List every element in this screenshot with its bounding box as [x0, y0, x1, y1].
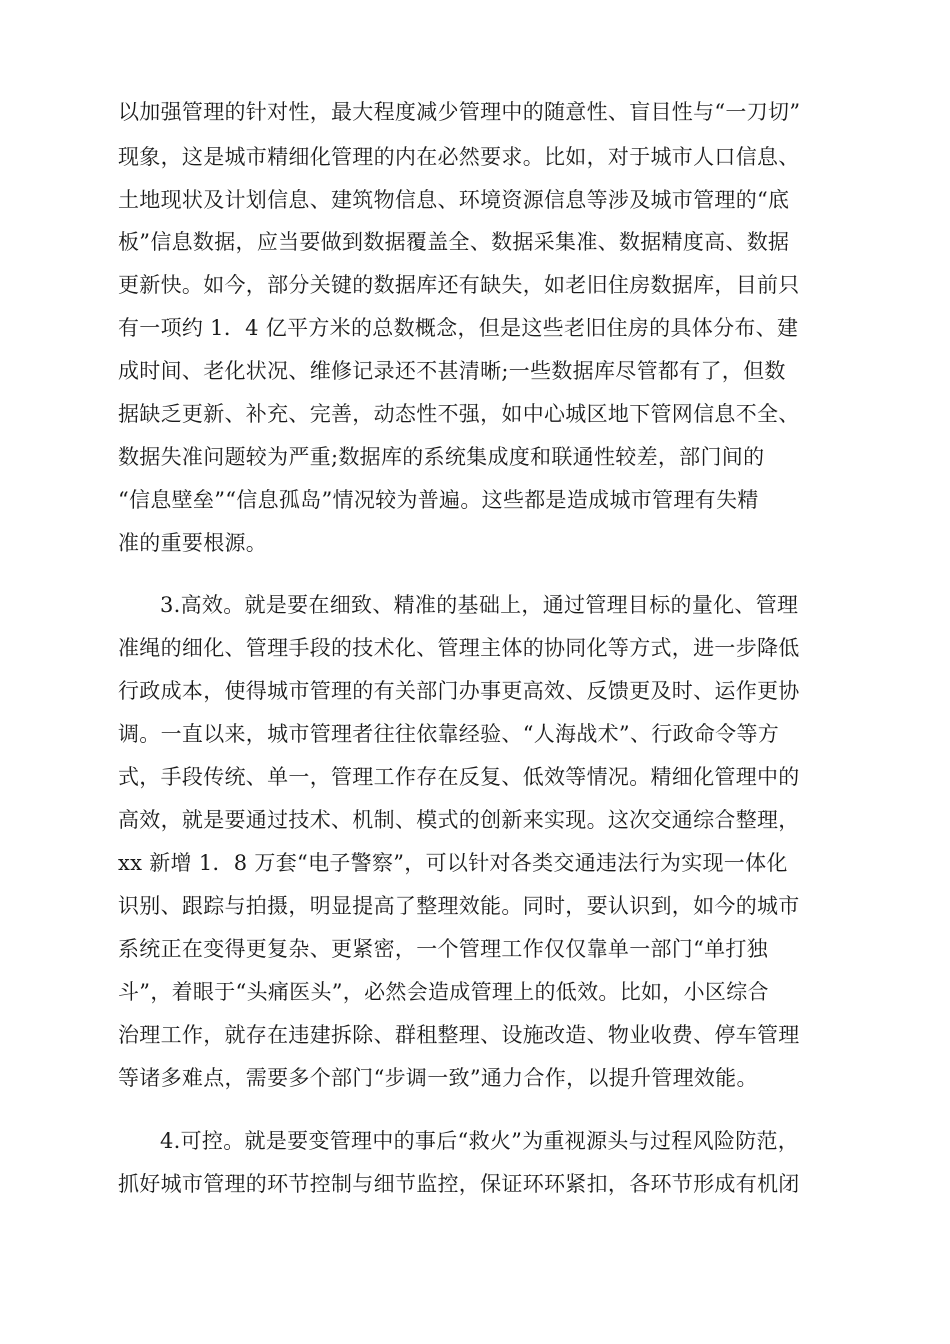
paragraph-2-line-4: 调。一直以来，城市管理者往往依靠经验、“人海战术”、行政命令等方 — [118, 722, 780, 746]
paragraph-1-line-6: 有一项约 1．4 亿平方米的总数概念，但是这些老旧住房的具体分布、建 — [118, 316, 799, 340]
paragraph-1-line-8: 据缺乏更新、补充、完善，动态性不强，如中心城区地下管网信息不全、 — [118, 402, 800, 426]
paragraph-2-line-3: 行政成本，使得城市管理的有关部门办事更高效、反馈更及时、运作更协 — [118, 679, 800, 703]
paragraph-2-line-12: 等诸多难点，需要多个部门“步调一致”通力合作，以提升管理效能。 — [118, 1066, 758, 1090]
paragraph-1-line-7: 成时间、老化状况、维修记录还不甚清晰;一些数据库尽管都有了，但数 — [118, 359, 786, 383]
paragraph-1-line-1: 以加强管理的针对性，最大程度减少管理中的随意性、盲目性与“一刀切” — [118, 100, 801, 124]
paragraph-2-line-5: 式，手段传统、单一，管理工作存在反复、低效等情况。精细化管理中的 — [118, 765, 800, 789]
paragraph-1-line-10: “信息壁垒”“信息孤岛”情况较为普遍。这些都是造成城市管理有失精 — [118, 488, 759, 512]
paragraph-2-line-8: 识别、跟踪与拍摄，明显提高了整理效能。同时，要认识到，如今的城市 — [118, 894, 800, 918]
paragraph-2-line-9: 系统正在变得更复杂、更紧密，一个管理工作仅仅靠单一部门“单打独 — [118, 937, 769, 961]
paragraph-2-line-1: 3.高效。就是要在细致、精准的基础上，通过管理目标的量化、管理 — [160, 593, 799, 617]
paragraph-2-line-10: 斗”，着眼于“头痛医头”，必然会造成管理上的低效。比如，小区综合 — [118, 980, 769, 1004]
paragraph-1-line-5: 更新快。如今，部分关键的数据库还有缺失，如老旧住房数据库，目前只 — [118, 273, 800, 297]
paragraph-2-line-11: 治理工作，就存在违建拆除、群租整理、设施改造、物业收费、停车管理 — [118, 1023, 800, 1047]
paragraph-1-line-9: 数据失准问题较为严重;数据库的系统集成度和联通性较差，部门间的 — [118, 445, 765, 469]
paragraph-1-line-4: 板”信息数据，应当要做到数据覆盖全、数据采集准、数据精度高、数据 — [118, 230, 790, 254]
paragraph-1-line-3: 土地现状及计划信息、建筑物信息、环境资源信息等涉及城市管理的“底 — [118, 188, 790, 212]
paragraph-1-line-11: 准的重要根源。 — [118, 531, 268, 555]
paragraph-2-line-6: 高效，就是要通过技术、机制、模式的创新来实现。这次交通综合整理， — [118, 808, 800, 832]
paragraph-2-line-2: 准绳的细化、管理手段的技术化、管理主体的协同化等方式，进一步降低 — [118, 636, 800, 660]
paragraph-2-line-7: xx 新增 1．8 万套“电子警察”，可以针对各类交通违法行为实现一体化 — [118, 851, 788, 875]
paragraph-3-line-2: 抓好城市管理的环节控制与细节监控，保证环环紧扣，各环节形成有机闭 — [118, 1172, 800, 1196]
paragraph-1-line-2: 现象，这是城市精细化管理的内在必然要求。比如，对于城市人口信息、 — [118, 145, 800, 169]
paragraph-3-line-1: 4.可控。就是要变管理中的事后“救火”为重视源头与过程风险防范， — [160, 1129, 800, 1153]
